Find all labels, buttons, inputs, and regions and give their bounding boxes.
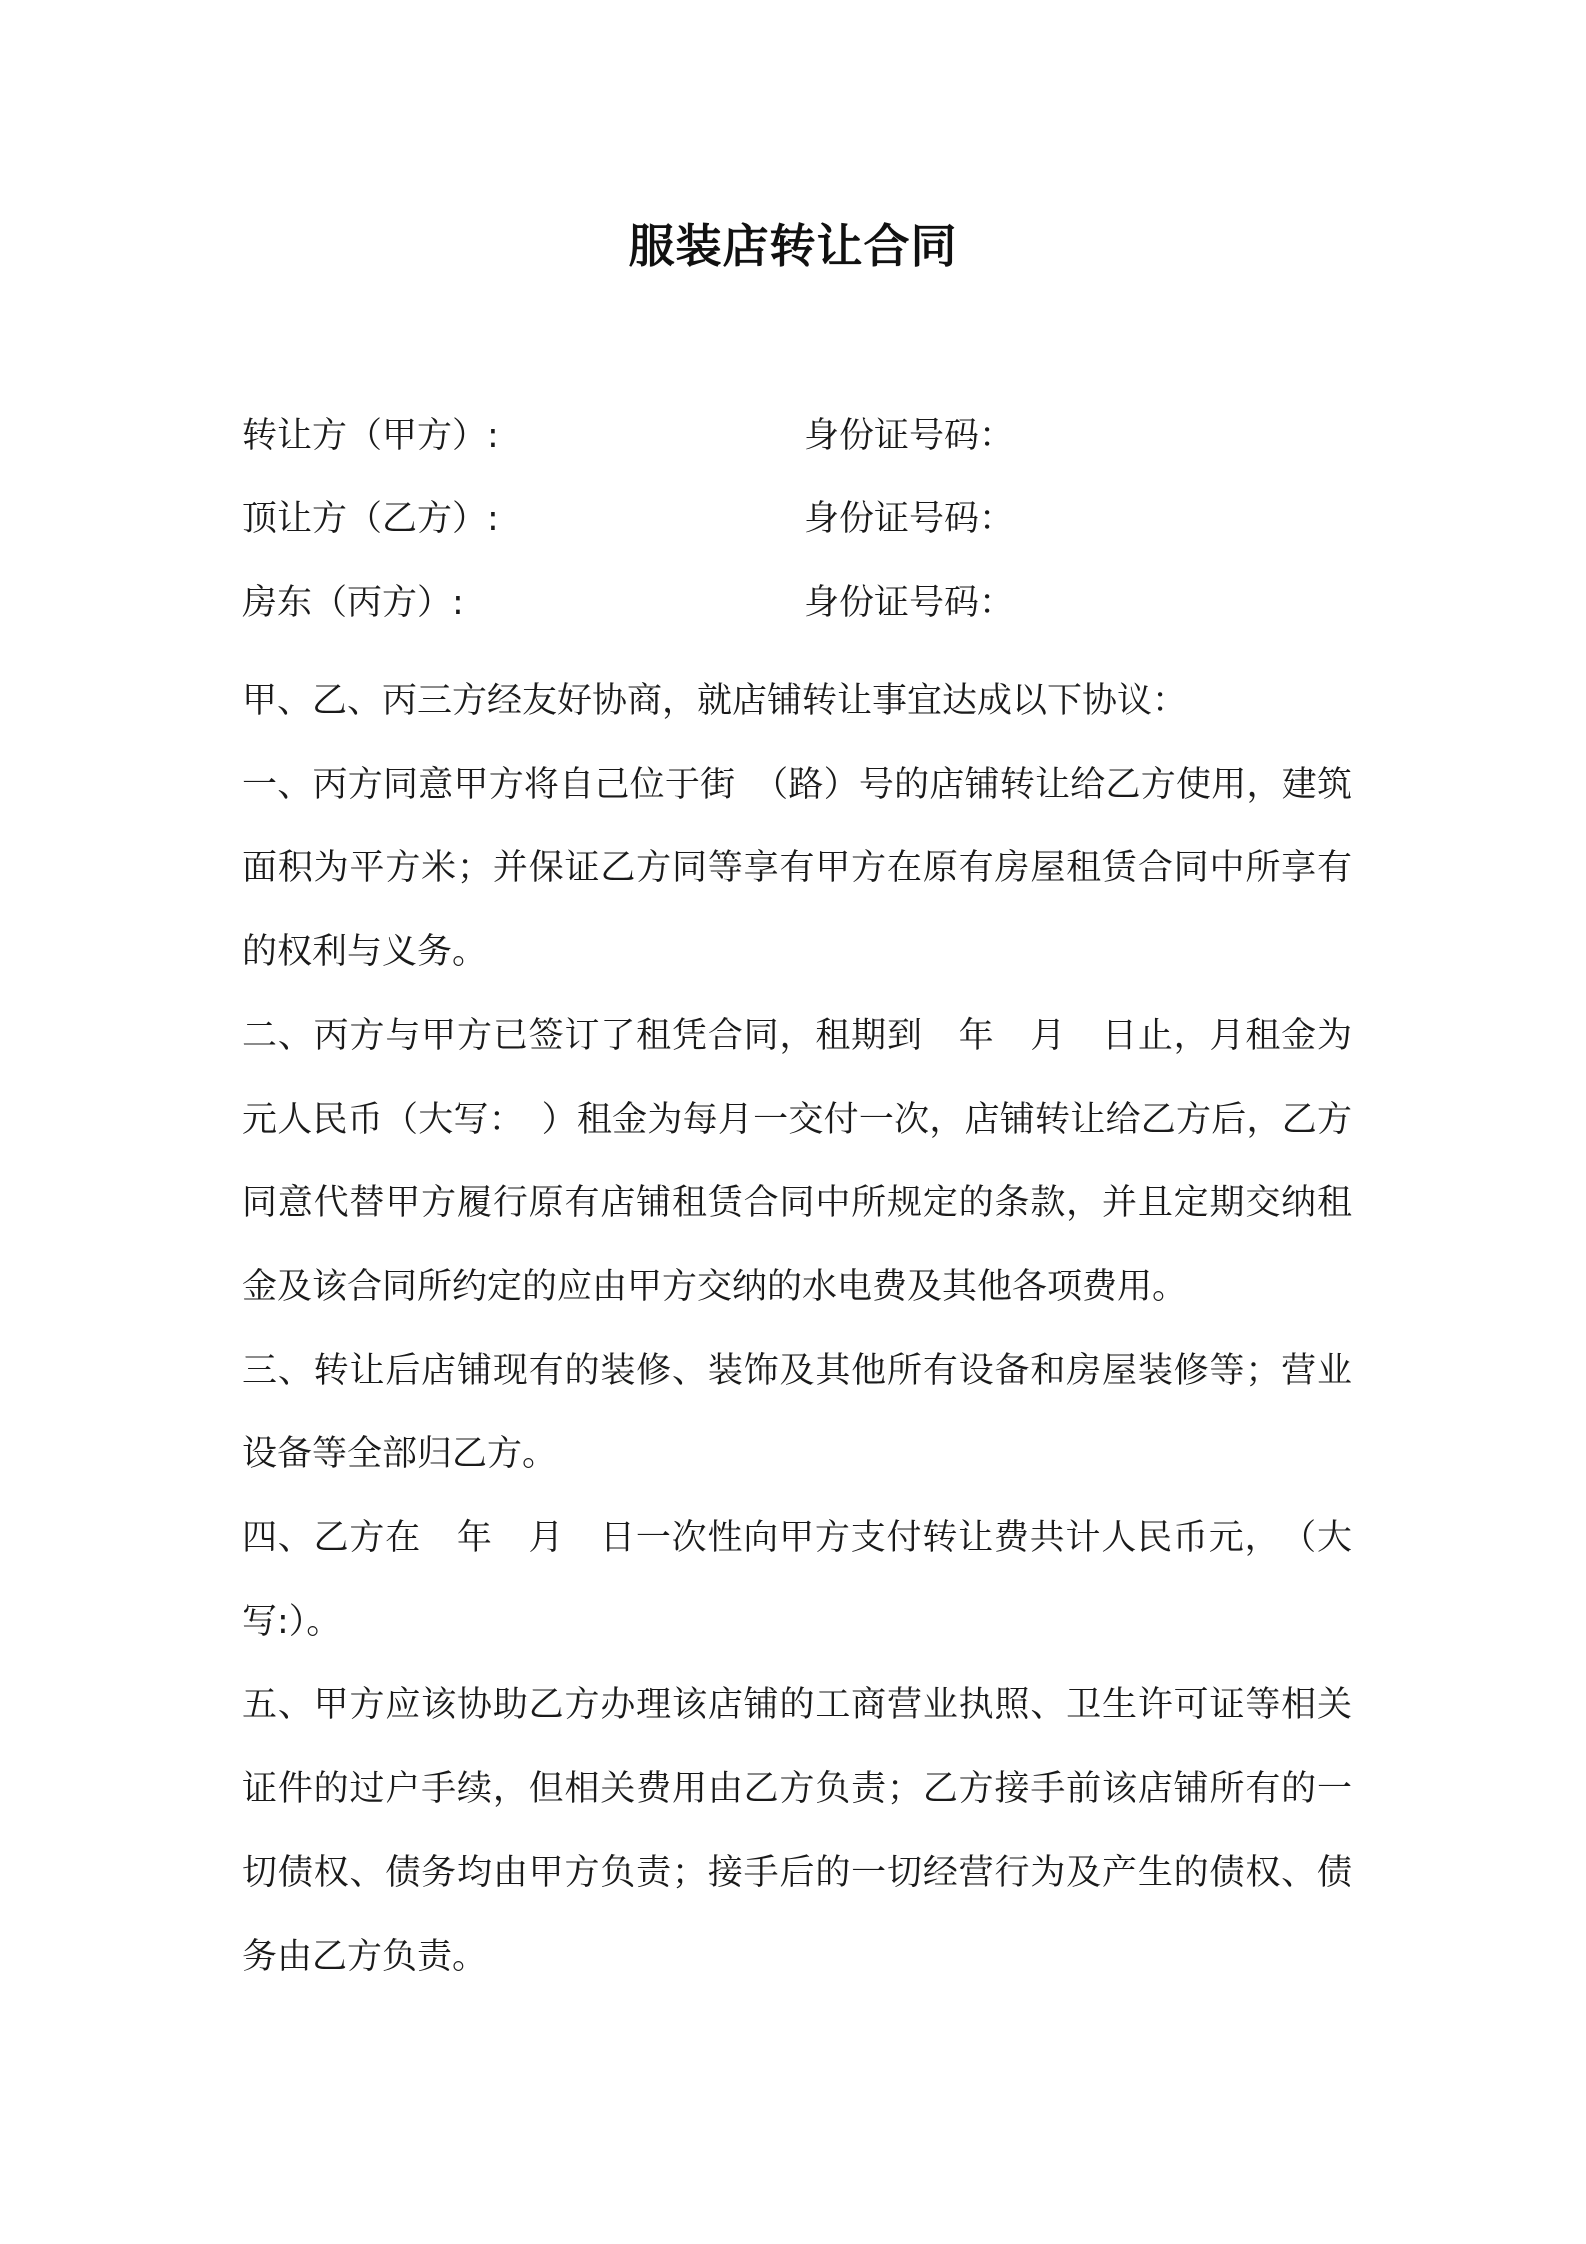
- party-row-transferee: [242, 489, 1352, 549]
- party-label-landlord: 房东（丙方）:: [242, 583, 464, 623]
- id-label-transferor: 身份证号码：: [804, 416, 1015, 456]
- clause-4: 四、乙方在 年 月 日一次性向甲方支付转让费共计人民币元， （大写:）。: [242, 1518, 1352, 1642]
- clause-3: 三、转让后店铺现有的装修、装饰及其他所有设备和房屋装修等；营业设备等全部归乙方。: [242, 1350, 1352, 1475]
- clause-2: 二、丙方与甲方已签订了租凭合同，租期到 年 月 日止，月租金为 元人民币（大写： ）租金为每月一交付一次，店铺转让给乙方后，乙方同意代替甲方履行原有店铺租赁合同中所规定的条款，并且定期交纳租金及该合同所约定的应由甲方交纳的水电费及其他各项费用。: [242, 1015, 1388, 1307]
- party-row-transferor: [242, 406, 1352, 466]
- id-label-transferee: 身份证号码：: [804, 499, 1015, 539]
- clause-5: 五、甲方应该协助乙方办理该店铺的工商营业执照、卫生许可证等相关证件的过户手续，但相关费用由乙方负责；乙方接手前该店铺所有的一切债权、债务均由甲方负责；接手后的一切经营行为及产生的债权、债务由乙方负责。: [242, 1685, 1352, 1977]
- document-title: 服装店转让合同: [628, 219, 958, 273]
- contract-body: [242, 660, 1388, 1999]
- clause-1: 一、丙方同意甲方将自己位于街 （路）号的店铺转让给乙方使用，建筑面积为平方米；并保证乙方同等享有甲方在原有房屋租赁合同中所享有的权利与义务。: [242, 764, 1352, 973]
- party-label-transferee: 顶让方（乙方）:: [242, 499, 499, 539]
- intro-paragraph: 甲、乙、丙三方经友好协商，就店铺转让事宜达成以下协议：: [242, 681, 1188, 721]
- id-label-landlord: 身份证号码：: [804, 583, 1015, 623]
- party-label-transferor: 转让方（甲方）:: [242, 416, 499, 456]
- party-row-landlord: [242, 573, 1352, 633]
